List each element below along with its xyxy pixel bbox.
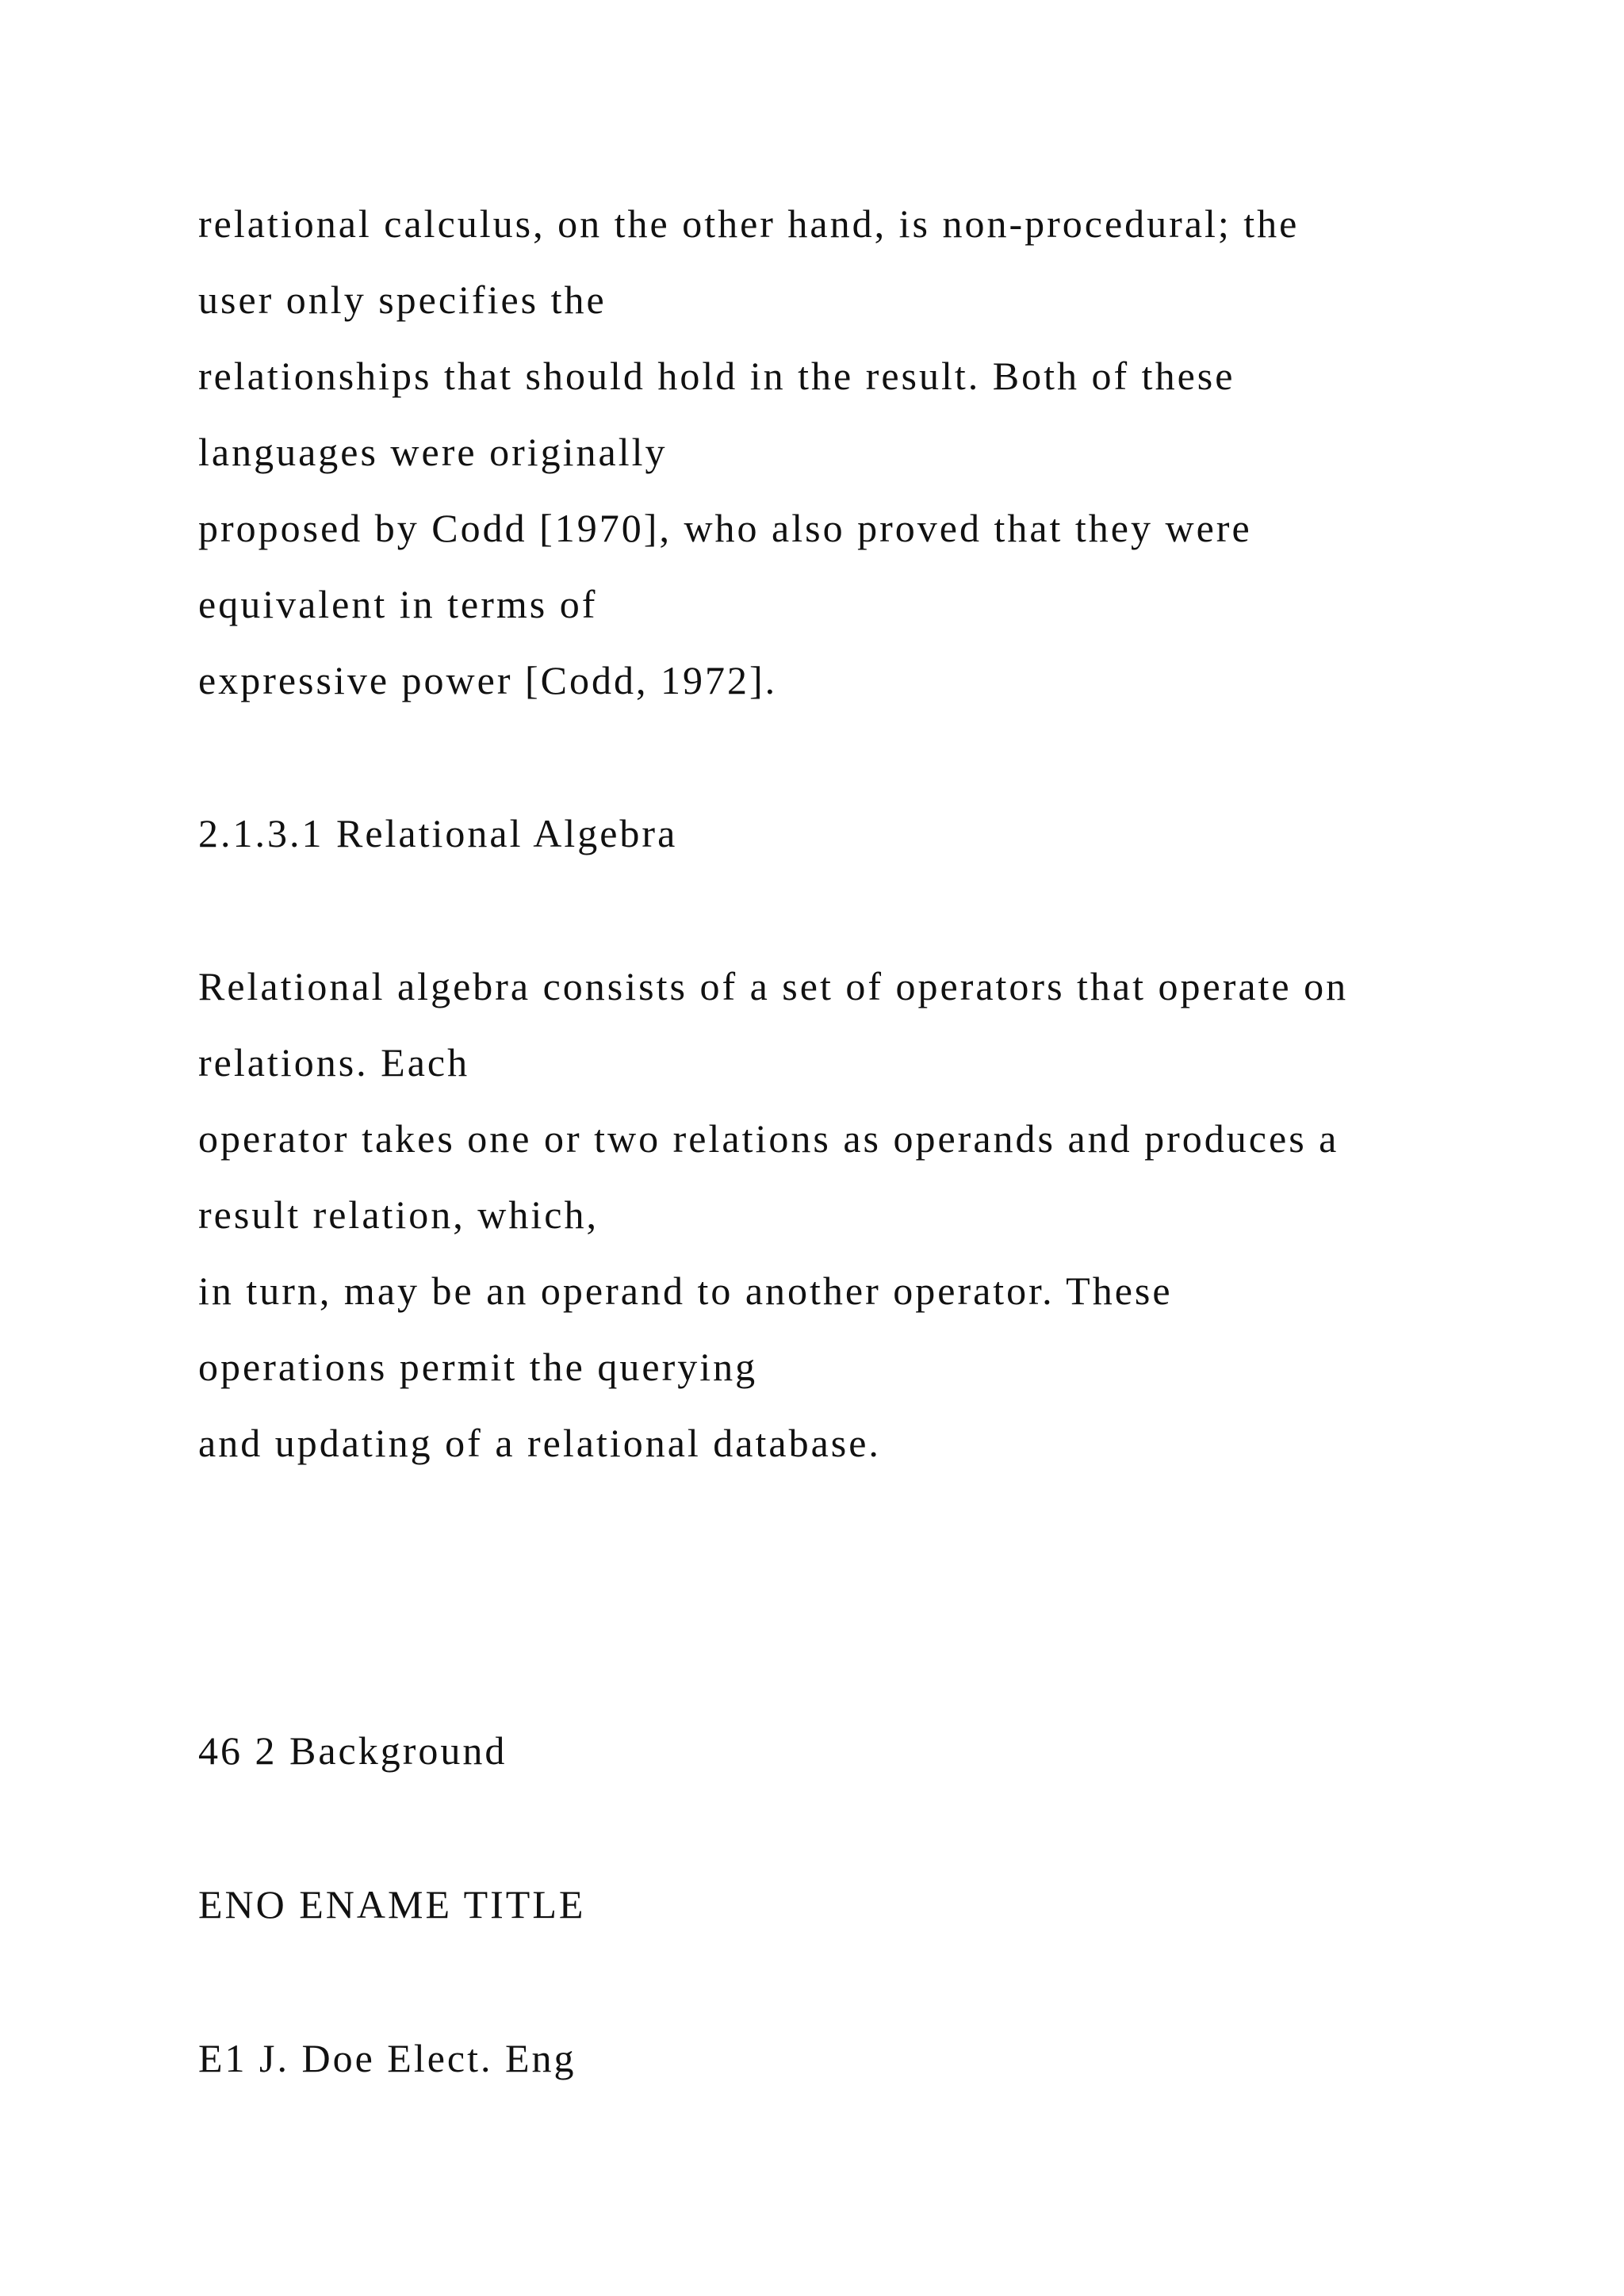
text-line: languages were originally — [198, 430, 668, 474]
text-line: proposed by Codd [1970], who also proved that they were — [198, 506, 1252, 550]
running-header: 46 2 Background — [198, 1728, 508, 1773]
text-line: relationships that should hold in the result. Both of these — [198, 354, 1235, 398]
section-heading: 2.1.3.1 Relational Algebra — [198, 811, 678, 855]
text-line: Relational algebra consists of a set of operators that operate on — [198, 964, 1349, 1008]
text-line: user only specifies the — [198, 277, 607, 322]
text-line: operations permit the querying — [198, 1345, 758, 1389]
table-row: E1 J. Doe Elect. Eng — [198, 2036, 576, 2080]
text-line: operator takes one or two relations as operands and produces a — [198, 1116, 1339, 1161]
text-line: relations. Each — [198, 1040, 470, 1085]
text-line: relational calculus, on the other hand, is non-procedural; the — [198, 201, 1300, 246]
text-line: in turn, may be an operand to another operator. These — [198, 1269, 1173, 1313]
text-line: expressive power [Codd, 1972]. — [198, 658, 778, 702]
text-line: equivalent in terms of — [198, 582, 598, 626]
text-line: and updating of a relational database. — [198, 1421, 881, 1465]
text-line: result relation, which, — [198, 1192, 599, 1237]
table-header: ENO ENAME TITLE — [198, 1882, 586, 1927]
